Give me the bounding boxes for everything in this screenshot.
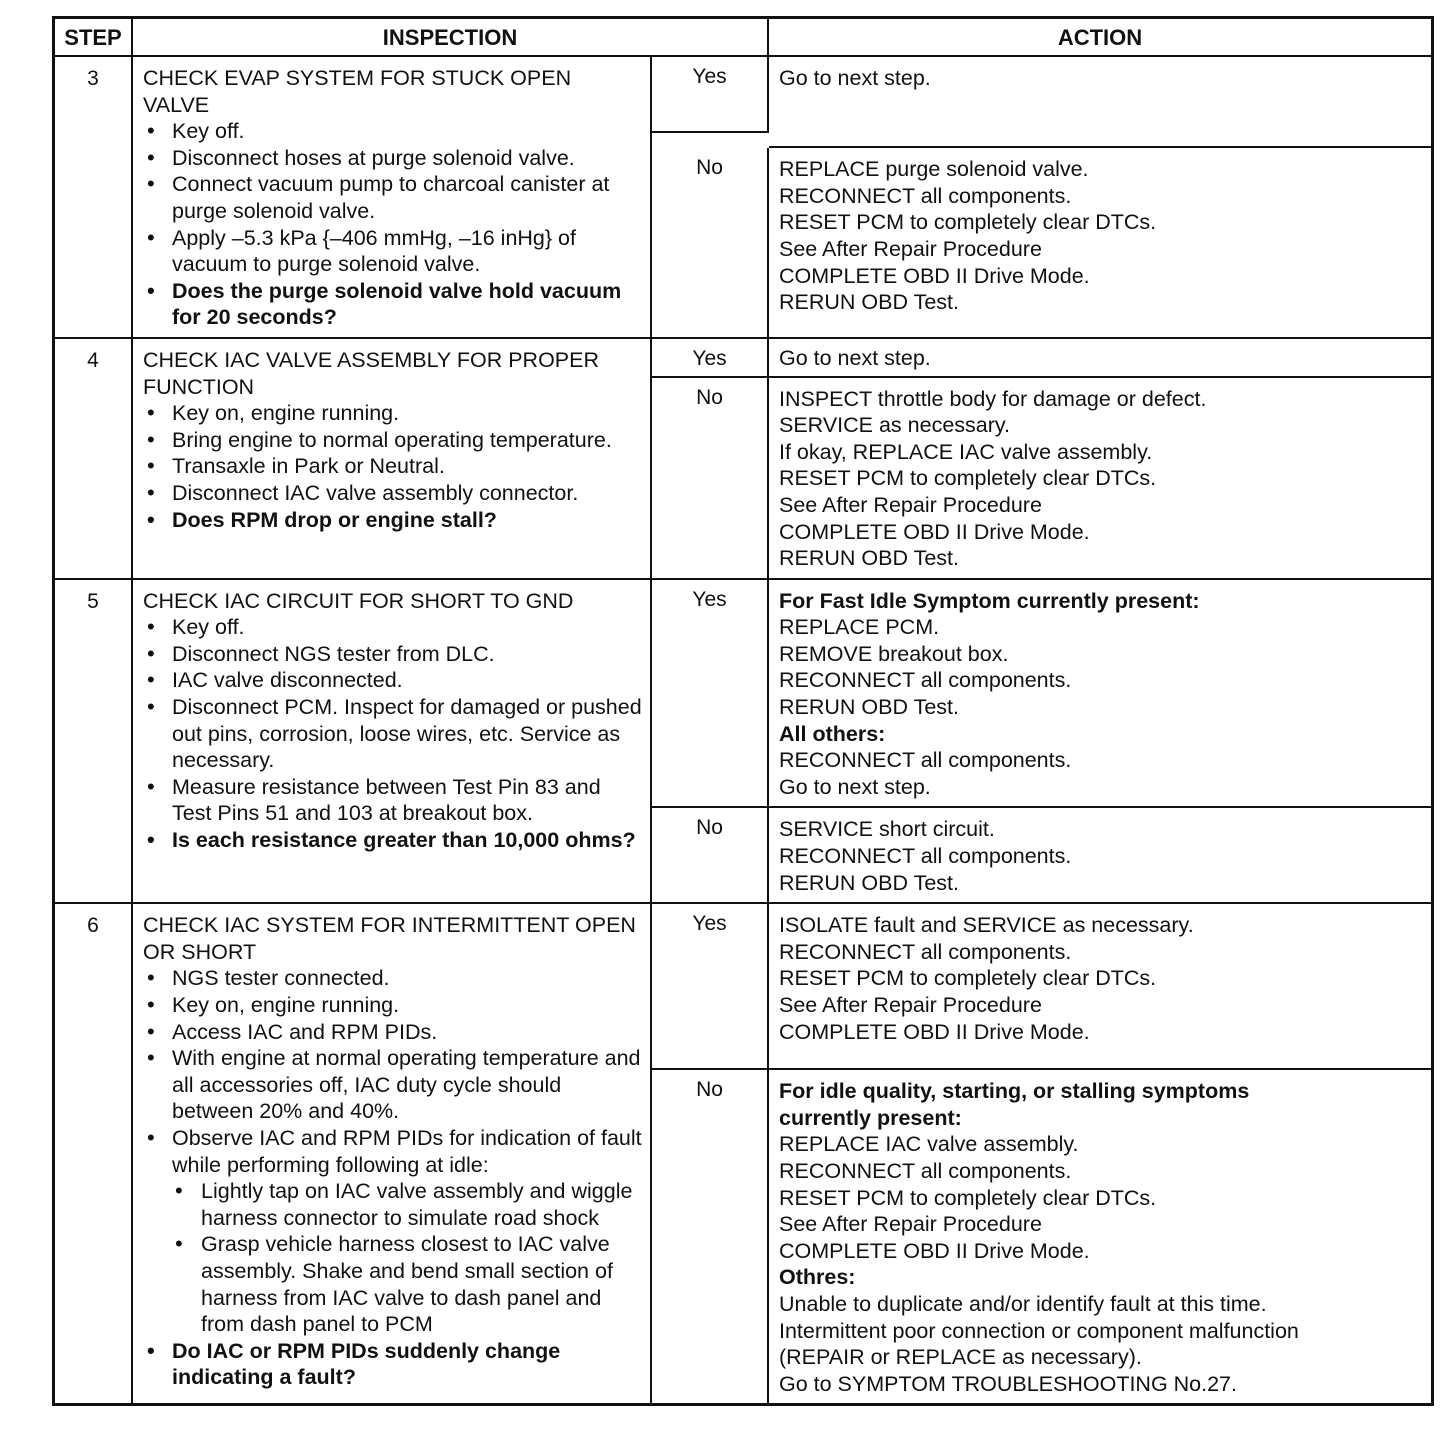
action-line: REPLACE IAC valve assembly. xyxy=(779,1132,1079,1157)
inspection-title: CHECK IAC CIRCUIT FOR SHORT TO GND xyxy=(143,588,574,613)
inspection-list xyxy=(143,1338,642,1391)
action-line: See After Repair Procedure xyxy=(779,236,1042,261)
action-line: RECONNECT all components. xyxy=(779,668,1072,693)
inspection-list xyxy=(143,965,642,1178)
inspection-cell xyxy=(133,580,652,905)
inspection-title: CHECK EVAP SYSTEM FOR STUCK OPEN VALVE xyxy=(143,66,572,117)
action-line: Go to SYMPTOM TROUBLESHOOTING No.27. xyxy=(779,1371,1237,1396)
action-line: (REPAIR or REPLACE as necessary). xyxy=(779,1345,1142,1370)
inspection-bullet: • Disconnect IAC valve assembly connector. xyxy=(143,480,642,507)
no-action xyxy=(769,808,1431,904)
inspection-bullet: • Apply –5.3 kPa {–406 mmHg, –16 inHg} of vacuum to purge solenoid valve. xyxy=(143,225,642,278)
action-heading: Othres: xyxy=(779,1265,856,1290)
inspection-bullet: • Disconnect NGS tester from DLC. xyxy=(143,641,642,668)
action-line: RERUN OBD Test. xyxy=(779,546,959,571)
action-line: RECONNECT all components. xyxy=(779,183,1072,208)
action-line: RERUN OBD Test. xyxy=(779,290,959,315)
action-line: Unable to duplicate and/or identify fault at this time. xyxy=(779,1291,1267,1316)
inspection-bullet: • IAC valve disconnected. xyxy=(143,667,642,694)
troubleshooting-table xyxy=(52,16,1434,1406)
action-line: See After Repair Procedure xyxy=(779,492,1042,517)
action-line: Go to next step. xyxy=(779,774,931,799)
action-line: RECONNECT all components. xyxy=(779,844,1072,869)
step-number: 6 xyxy=(55,904,133,1403)
inspection-bullet: • Bring engine to normal operating temperature. xyxy=(143,427,642,454)
action-line: RESET PCM to completely clear DTCs. xyxy=(779,210,1157,235)
action-line: REPLACE purge solenoid valve. xyxy=(779,157,1089,182)
step-number: 3 xyxy=(55,57,133,339)
step-number: 4 xyxy=(55,339,133,580)
yes-label: Yes xyxy=(652,580,769,809)
inspection-bullet: • Disconnect hoses at purge solenoid valve. xyxy=(143,145,642,172)
inspection-bullet: • Measure resistance between Test Pin 83 and Test Pins 51 and 103 at breakout box. xyxy=(143,774,642,827)
action-line: REPLACE PCM. xyxy=(779,615,940,640)
inspection-question: • Does RPM drop or engine stall? xyxy=(143,507,642,534)
header-action: ACTION xyxy=(769,19,1431,57)
yes-action xyxy=(769,580,1431,809)
inspection-question: • Do IAC or RPM PIDs suddenly change indicating a fault? xyxy=(143,1338,642,1391)
inspection-list xyxy=(143,400,642,533)
yes-action xyxy=(769,339,1431,378)
inspection-title: CHECK IAC SYSTEM FOR INTERMITTENT OPEN OR SHORT xyxy=(143,913,636,964)
no-label: No xyxy=(652,378,769,580)
inspection-bullet: • Key on, engine running. xyxy=(143,400,642,427)
action-line: COMPLETE OBD II Drive Mode. xyxy=(779,1238,1090,1263)
step-number: 5 xyxy=(55,580,133,905)
action-line: RERUN OBD Test. xyxy=(779,695,959,720)
action-line: RECONNECT all components. xyxy=(779,748,1072,773)
action-line: COMPLETE OBD II Drive Mode. xyxy=(779,263,1090,288)
inspection-bullet: • Key off. xyxy=(143,614,642,641)
yes-action xyxy=(769,904,1431,1070)
inspection-sub-list xyxy=(143,1178,642,1338)
action-line: SERVICE short circuit. xyxy=(779,817,995,842)
yes-label: Yes xyxy=(652,904,769,1070)
inspection-sub-bullet: • Lightly tap on IAC valve assembly and wiggle harness connector to simulate road shock xyxy=(143,1178,642,1231)
inspection-bullet: • Transaxle in Park or Neutral. xyxy=(143,453,642,480)
action-line: Go to next step. xyxy=(779,345,931,370)
action-line: SERVICE as necessary. xyxy=(779,413,1011,438)
action-line: RESET PCM to completely clear DTCs. xyxy=(779,1185,1157,1210)
inspection-bullet: • With engine at normal operating temperature and all accessories off, IAC duty cycle should between 20% and 40%. xyxy=(143,1045,642,1125)
action-line: RESET PCM to completely clear DTCs. xyxy=(779,466,1157,491)
action-line: If okay, REPLACE IAC valve assembly. xyxy=(779,439,1153,464)
no-label: No xyxy=(652,808,769,904)
no-label: No xyxy=(652,1070,769,1403)
inspection-bullet: • NGS tester connected. xyxy=(143,965,642,992)
action-line: RESET PCM to completely clear DTCs. xyxy=(779,966,1157,991)
header-step: STEP xyxy=(55,19,133,57)
action-line: ISOLATE fault and SERVICE as necessary. xyxy=(779,913,1194,938)
inspection-question: • Does the purge solenoid valve hold vacuum for 20 seconds? xyxy=(143,278,642,331)
action-line: COMPLETE OBD II Drive Mode. xyxy=(779,1019,1090,1044)
action-line: See After Repair Procedure xyxy=(779,1212,1042,1237)
action-line: INSPECT throttle body for damage or defect. xyxy=(779,386,1207,411)
action-line: RECONNECT all components. xyxy=(779,939,1072,964)
action-line: See After Repair Procedure xyxy=(779,993,1042,1017)
inspection-list xyxy=(143,614,642,853)
action-heading: All others: xyxy=(779,721,886,746)
inspection-bullet: • Observe IAC and RPM PIDs for indication of fault while performing following at idle: xyxy=(143,1125,642,1178)
inspection-cell xyxy=(133,57,652,339)
inspection-cell xyxy=(133,339,652,580)
action-line: REMOVE breakout box. xyxy=(779,641,1009,666)
yes-label: Yes xyxy=(652,339,769,378)
inspection-cell xyxy=(133,904,652,1403)
no-action xyxy=(769,1070,1431,1403)
action-line: RECONNECT all components. xyxy=(779,1159,1072,1183)
inspection-question: • Is each resistance greater than 10,000 ohms? xyxy=(143,827,642,854)
action-line: COMPLETE OBD II Drive Mode. xyxy=(779,519,1090,544)
inspection-bullet: • Connect vacuum pump to charcoal canister at purge solenoid valve. xyxy=(143,171,642,224)
inspection-bullet: • Key off. xyxy=(143,118,642,145)
action-line: Intermittent poor connection or component malfunction xyxy=(779,1318,1299,1343)
no-action xyxy=(769,378,1431,580)
header-inspection: INSPECTION xyxy=(133,19,769,57)
inspection-bullet: • Key on, engine running. xyxy=(143,992,642,1019)
inspection-title: CHECK IAC VALVE ASSEMBLY FOR PROPER FUNCTION xyxy=(143,347,600,399)
no-action xyxy=(769,148,1431,339)
action-heading: For Fast Idle Symptom currently present: xyxy=(779,588,1200,613)
action-line: Go to next step. xyxy=(779,66,931,90)
no-label: No xyxy=(652,148,769,339)
action-heading: For idle quality, starting, or stalling symptoms currently present: xyxy=(779,1079,1250,1130)
yes-label: Yes xyxy=(652,57,769,133)
inspection-bullet: • Disconnect PCM. Inspect for damaged or pushed out pins, corrosion, loose wires, etc. Service as necessary. xyxy=(143,694,642,774)
action-line: RERUN OBD Test. xyxy=(779,870,959,895)
inspection-list xyxy=(143,118,642,331)
yes-action xyxy=(769,57,1431,148)
inspection-bullet: • Access IAC and RPM PIDs. xyxy=(143,1019,642,1046)
inspection-sub-bullet: • Grasp vehicle harness closest to IAC valve assembly. Shake and bend small section of harness from IAC valve to dash panel and from dash panel to PCM xyxy=(143,1231,642,1337)
